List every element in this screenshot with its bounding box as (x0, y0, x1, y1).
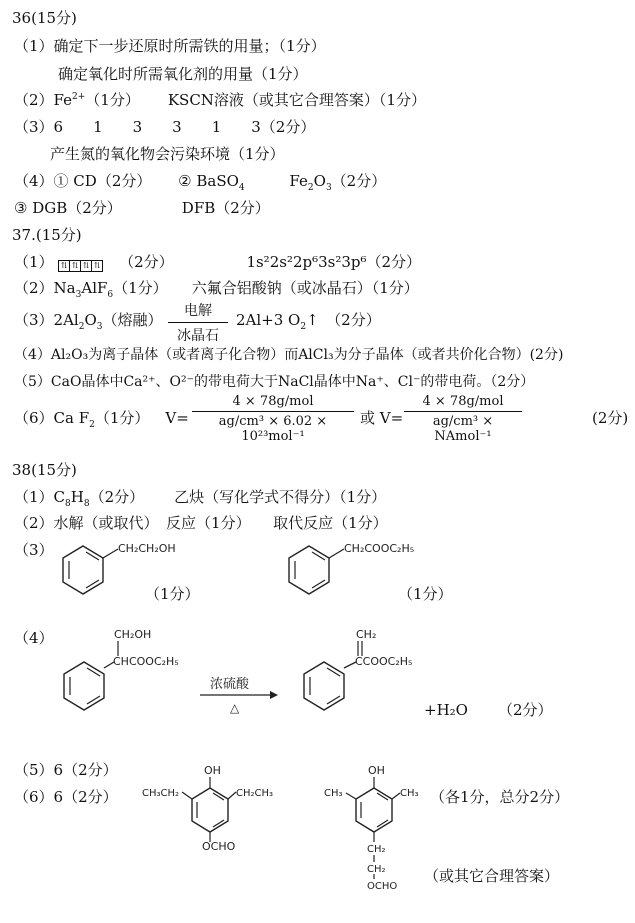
q38-line6: （6）6（2分） (14, 788, 118, 806)
q36-header: 36(15分) (12, 9, 77, 27)
q37-line2: $(2)Na_3AlF_6(1$分） 六氟合铝酸钠（或冰晶石）（1分） (14, 279, 419, 300)
s3a-score: （1分） (145, 585, 200, 603)
isomer2-left-methyl: CH₃ (324, 788, 343, 799)
electrolysis-condition: 电解 冰晶石 (168, 300, 228, 345)
water-product: +H₂O (424, 701, 468, 719)
reactant-chain: CHCOOC₂H₅ (113, 655, 179, 668)
phenylethanol-chain: CH₂CH₂OH (118, 542, 176, 555)
q38-line5: （5）6（2分） (14, 761, 118, 779)
q36-line1: （1）确定下一步还原时所需铁的用量；（1分） (14, 37, 326, 55)
q37-line3: $(3)2Al_2O_3$（熔融） (14, 311, 163, 332)
s3b-score: （1分） (398, 585, 453, 603)
structure-reactant (58, 622, 208, 720)
isomer1-right-ethyl: CH₂CH₃ (236, 788, 274, 799)
structure-isomer-2 (322, 762, 432, 890)
q37-line6: （6）Ca $F_2(1$分） V= (14, 409, 189, 430)
heat-symbol: △ (230, 701, 240, 715)
orbital-boxes: ⇅ ⇅ ⇅ ⇅ (58, 253, 102, 271)
isomer2-formate: OCHO (367, 881, 398, 892)
structure-isomer-1 (140, 762, 290, 852)
product-chain: CCOOC₂H₅ (355, 655, 413, 668)
isomer2-ch2-b: CH₂ (367, 864, 386, 875)
q36-line2: 确定氧化时所需氧化剂的用量（1分） (58, 65, 308, 83)
isomer2-right-methyl: CH₃ (400, 788, 419, 799)
isomer1-oh: OH (204, 764, 221, 777)
other-answer-note: （或其它合理答案） (424, 867, 560, 885)
q38-line2: （2）水解（或取代） 反应（1分） 取代反应（1分） (14, 514, 388, 532)
q37-line4: （4）Al₂O₃为离子晶体（或者离子化合物）而AlCl₃为分子晶体（或者共价化合物）(2分) (14, 347, 564, 363)
q38-header: 38(15分) (12, 461, 77, 479)
q36-line4: （3）6 1 3 3 1 3（2分） (14, 118, 316, 136)
q36-line5: 产生氮的氧化物会污染环境（1分） (50, 145, 285, 163)
q38-line3-label: （3） (14, 541, 54, 559)
q36-line7: ③ DGB（2分） DFB（2分） (14, 199, 270, 217)
isomer2-oh: OH (368, 764, 385, 777)
q37-line3-products: 2Al+3 $O_2↑$ （2分） (236, 311, 381, 332)
q38-line4-label: （4） (14, 629, 54, 647)
ester-chain: CH₂COOC₂H₅ (344, 542, 415, 555)
isomer2-ch2-a: CH₂ (367, 844, 386, 855)
volume-formula-1: 4 × 78g/mol ag/cm³ × 6.02 × 10²³mol⁻¹ (192, 394, 354, 444)
each-score-note: （各1分，总分2分） (430, 788, 570, 806)
reaction-arrow (198, 676, 280, 716)
isomer1-left-ethyl: CH₃CH₂ (142, 788, 180, 799)
reagent-label: 浓硫酸 (210, 677, 250, 692)
product-ch2: CH₂ (356, 628, 377, 641)
volume-formula-2: 4 × 78g/mol ag/cm³ × NAmol⁻¹ (404, 394, 522, 444)
q37-line5: （5）CaO晶体中Ca²⁺、O²⁻的带电荷大于NaCl晶体中Na⁺、Cl⁻的带电荷。（2分） (14, 374, 535, 390)
reactant-ch2oh: CH₂OH (114, 628, 152, 641)
q38-line1: $(1)C_8H_8(2$分） 乙炔（写化学式不得分）（1分） (14, 488, 387, 509)
q36-line6: （4）① CD（2分） ② BaSO$_4$ $Fe_2O_3(2$分） (14, 172, 387, 193)
q37-score6: (2分) (592, 409, 629, 427)
q37-line1: （1） ⇅ ⇅ ⇅ ⇅ （2分） 1s²2s²2p⁶3s²3p⁶（2分） (14, 253, 422, 271)
q37-header: 37.(15分) (12, 226, 82, 244)
s4-score: （2分） (498, 701, 553, 719)
q37-or: 或 V= (360, 409, 404, 427)
q36-line3: $(2)Fe^{2+}(1$分） KSCN溶液（或其它合理答案）（1分） (14, 91, 426, 109)
isomer1-formate: OCHO (202, 840, 236, 853)
